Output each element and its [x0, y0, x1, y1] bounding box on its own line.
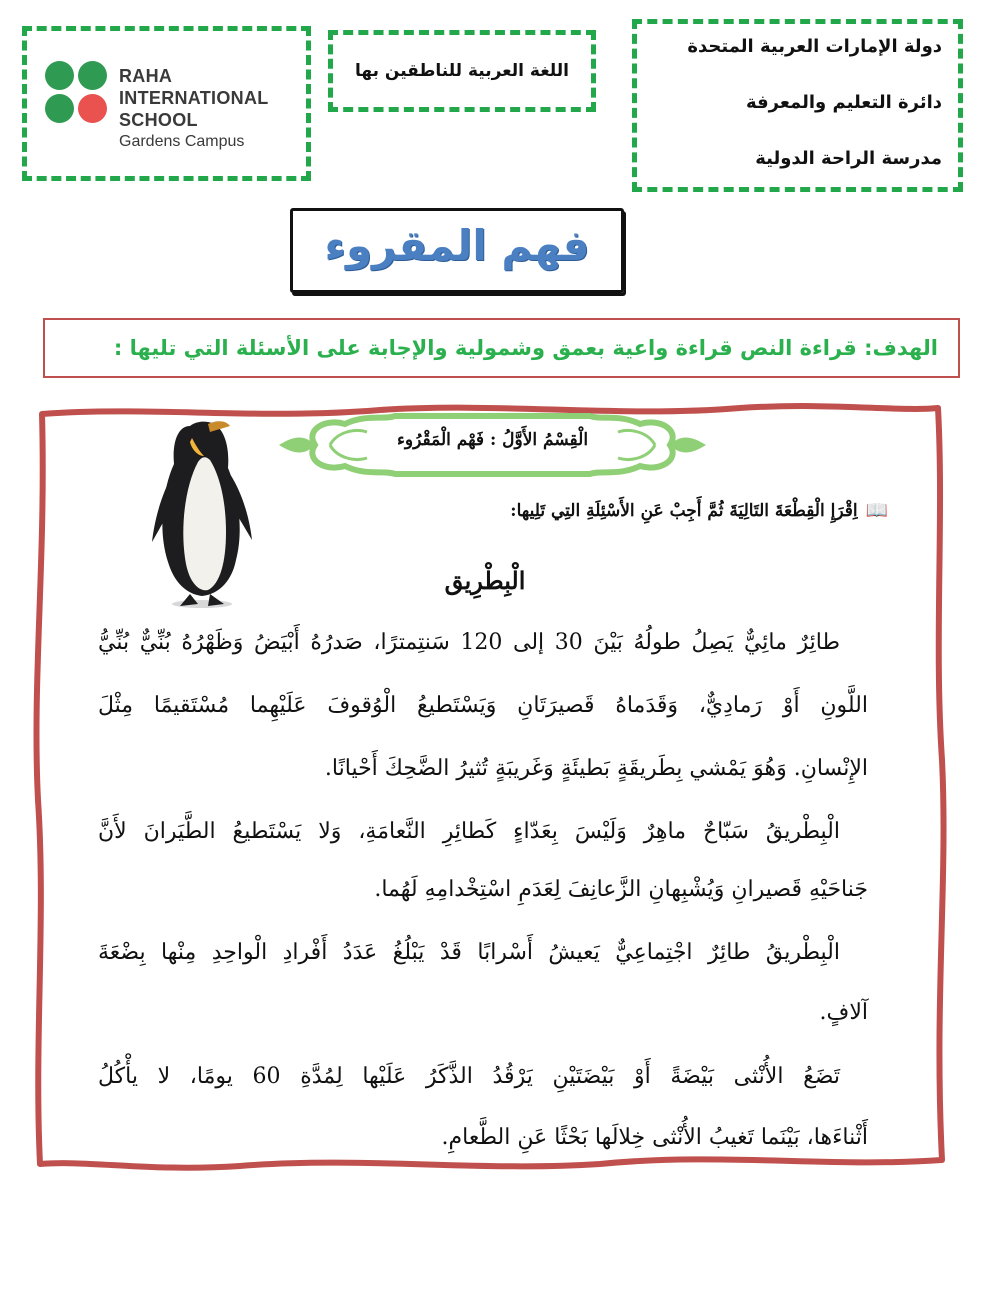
school-logo-box — [22, 26, 311, 181]
goal-text: الهدف: قراءة النص قراءة واعية بعمق وشمولية والإجابة على الأسئلة التي تليها : — [113, 336, 938, 360]
logo-campus: Gardens Campus — [119, 133, 245, 150]
logo-line-1: RAHA — [119, 66, 173, 86]
passage-line: الْبِطْريقُ سَبّاحٌ ماهِرٌ وَلَيْسَ بِعَدّاءٍ كَطائِرِ النَّعامَةِ، وَلا يَسْتَطيعُ الطَّيَرانَ لأَنَّ — [98, 819, 840, 844]
page-title-box — [290, 208, 624, 293]
school-name: مدرسة الراحة الدولية — [755, 148, 942, 169]
passage-line: اللَّونِ أَوْ رَمادِيٌّ، وَقَدَماهُ قَصيرَتَانِ وَيَسْتَطيعُ الْوُقوفَ عَلَيْهِما مُسْتَقيمًا مِثْلَ — [98, 693, 868, 718]
passage-line: آلافٍ. — [819, 1000, 868, 1025]
instruction — [510, 500, 888, 521]
instruction-text: اِقْرَإِ الْقِطْعَةَ التَالِيَةَ ثُمَّ أَجِبْ عَنِ الأَسْئِلَةِ التِي تَلِيها: — [510, 501, 858, 521]
section-banner — [275, 410, 710, 480]
passage-line: أَثْناءَها، بَيْنَما تَغيبُ الأُنْثى خِلالَها بَحْثًا عَنِ الطَّعامِ. — [441, 1125, 868, 1150]
book-icon: 📖 — [865, 500, 888, 521]
passage-line: طائِرٌ مائِيٌّ يَصِلُ طولُهُ بَيْنَ 30 إلى 120 سَنتِمترًا، صَدرُهُ أَبْيَضُ وَظَهْرُهُ بُنِّيٌّ بُنِّيُّ — [98, 630, 840, 655]
page-title: فهم المقروء — [324, 221, 590, 270]
department-name: دائرة التعليم والمعرفة — [745, 92, 942, 113]
logo-dot — [78, 61, 107, 90]
subject-box — [328, 30, 596, 112]
logo-dot-red — [78, 94, 107, 123]
passage-title: الْبِطْرِيق — [444, 566, 526, 595]
school-logo-text — [119, 65, 269, 153]
school-header-box — [632, 19, 963, 192]
school-logo-icon — [45, 61, 109, 125]
subject-label: اللغة العربية للناطقين بها — [355, 61, 569, 81]
passage-line: جَناحَيْهِ قَصيرانِ وَيُشْبِهانِ الزَّعانِفَ لِعَدَمِ اسْتِخْدامِهِ لَهُما. — [374, 877, 868, 902]
logo-line-3: SCHOOL — [119, 110, 198, 130]
section-heading: الْقِسْمُ الأَوَّلُ : فَهْم الْمَقْرُوء — [396, 430, 589, 450]
logo-dot — [45, 61, 74, 90]
logo-line-2: INTERNATIONAL — [119, 88, 269, 108]
passage-line: الإِنْسانِ. وَهُوَ يَمْشي بِطَريقَةٍ بَطيئَةٍ وَغَريبَةٍ تُثيرُ الضَّحِكَ أَحْيانًا. — [324, 756, 868, 781]
passage-line: الْبِطْريقُ طائِرٌ اجْتِماعِيٌّ يَعيشُ أَسْرابًا قَدْ يَبْلُغُ عَدَدُ أَفْرادِ الْواحِدِ مِنْها بِضْعَةَ — [98, 940, 840, 965]
logo-dot — [45, 94, 74, 123]
goal-box — [43, 318, 960, 378]
passage-line: تَضَعُ الأُنْثى بَيْضَةً أَوْ بَيْضَتَيْنِ يَرْقُدُ الذَّكَرُ عَلَيْها لِمُدَّةِ 60 يومًا، لا يأْكُلُ — [98, 1064, 840, 1089]
country-name: دولة الإمارات العربية المتحدة — [687, 36, 942, 57]
penguin-icon — [150, 412, 254, 608]
